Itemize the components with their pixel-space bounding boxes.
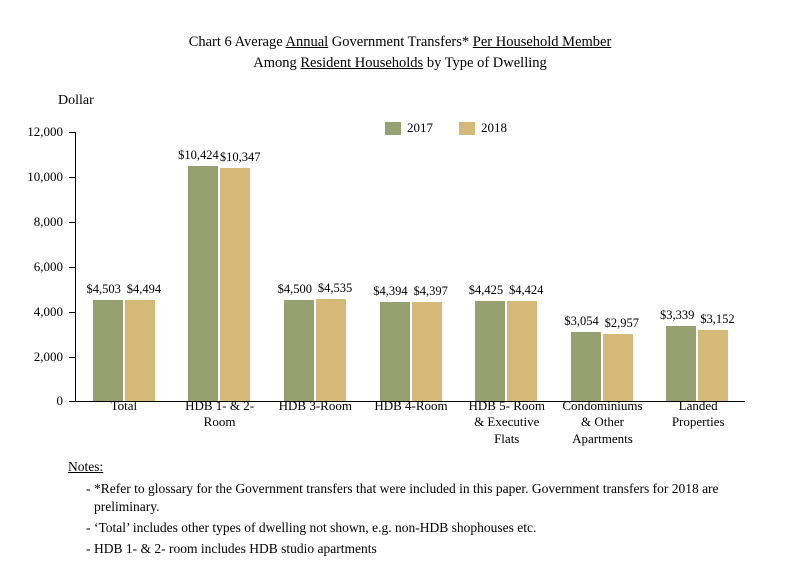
title-segment-1: Chart 6 Average xyxy=(188,34,286,50)
bar-2018-5 xyxy=(507,283,544,401)
note-item xyxy=(68,540,768,559)
bar-2018-4 xyxy=(412,284,448,401)
bar-group xyxy=(172,132,268,401)
bar-value-label: $4,500 xyxy=(277,281,312,296)
bar-value-label: $3,054 xyxy=(564,314,599,329)
bar-2018-1 xyxy=(125,281,162,401)
note-dash: - xyxy=(86,519,91,535)
title-segment-2: Government Transfers* xyxy=(328,34,473,50)
bar-value-label: $4,494 xyxy=(126,281,162,296)
x-category-label xyxy=(76,398,172,447)
note-text: ‘Total’ includes other types of dwelling not shown, e.g. non-HDB shophouses etc. xyxy=(94,519,537,535)
y-axis-unit-label: Dollar xyxy=(58,93,94,108)
bar-group xyxy=(554,132,650,401)
y-tick-label-8000: 8,000 xyxy=(33,214,63,229)
bar-group xyxy=(649,132,745,401)
chart-title-line-2 xyxy=(0,53,800,74)
chart-title-line-1 xyxy=(0,32,800,53)
bar-group xyxy=(458,132,554,401)
bar-value-label: $3,152 xyxy=(700,312,735,327)
title-underline-annual: Annual xyxy=(285,34,329,50)
y-tick-label-4000: 4,000 xyxy=(33,304,63,319)
y-tick-12000 xyxy=(69,132,75,133)
note-item xyxy=(68,519,768,538)
y-tick-2000 xyxy=(69,357,75,358)
bar-2018-3 xyxy=(316,280,353,401)
bar-value-label: $4,394 xyxy=(373,284,408,299)
x-category-line: HDB 4-Room xyxy=(374,398,448,413)
note-text: *Refer to glossary for the Government transfers that were included in this paper. Government transfers for 2018 are preliminary. xyxy=(94,480,719,515)
title-underline-per-household-member: Per Household Member xyxy=(472,34,612,50)
bar-2017-7 xyxy=(659,307,696,401)
bar-2017-1 xyxy=(86,281,123,401)
chart-title xyxy=(0,0,800,74)
bar-2017-3 xyxy=(277,281,314,401)
bar-2018-2 xyxy=(219,150,261,401)
y-tick-label-6000: 6,000 xyxy=(33,259,63,274)
legend-label-2017: 2017 xyxy=(407,120,433,135)
x-category-label xyxy=(267,398,363,447)
x-category-line: HDB 1- & 2- xyxy=(185,398,255,413)
bar-groups xyxy=(76,132,745,401)
y-tick-8000 xyxy=(69,222,75,223)
bar-value-label: $4,425 xyxy=(468,283,504,298)
bar-group xyxy=(76,132,172,401)
x-category-line: & Executive xyxy=(474,414,540,430)
bar-value-label: $10,424 xyxy=(178,148,219,163)
bar-value-label: $2,957 xyxy=(604,316,639,331)
bar-2017-6 xyxy=(564,314,601,401)
bar-2017-2 xyxy=(178,148,219,401)
notes-block xyxy=(68,458,768,560)
x-category-label xyxy=(459,398,555,447)
note-dash: - xyxy=(86,540,91,556)
x-category-line: Flats xyxy=(494,430,520,446)
y-tick-label-2000: 2,000 xyxy=(33,349,63,364)
note-text: HDB 1- & 2- room includes HDB studio apartments xyxy=(94,540,377,556)
x-category-line: Total xyxy=(110,398,138,413)
y-tick-label-12000: 12,000 xyxy=(27,124,63,139)
x-category-line: HDB 3-Room xyxy=(278,398,352,413)
bar-2018-7 xyxy=(698,312,735,401)
bar-value-label: $4,503 xyxy=(86,281,121,296)
bar-value-label: $4,424 xyxy=(509,283,544,298)
x-category-line: & Other xyxy=(580,414,624,430)
bar-2017-4 xyxy=(373,284,410,401)
y-tick-10000 xyxy=(69,177,75,178)
x-category-label xyxy=(363,398,459,447)
title-segment-3: Among xyxy=(253,55,301,72)
bar-2018-6 xyxy=(603,316,639,401)
bar-value-label: $10,347 xyxy=(219,150,261,165)
y-tick-label-10000: 10,000 xyxy=(27,169,63,184)
y-tick-4000 xyxy=(69,312,75,313)
bar-group xyxy=(267,132,363,401)
bar-value-label: $4,397 xyxy=(413,284,448,299)
bar-2017-5 xyxy=(468,283,505,401)
x-category-label xyxy=(555,398,651,447)
x-category-label xyxy=(172,398,268,447)
x-axis-category-labels xyxy=(76,398,746,447)
x-category-label xyxy=(650,398,746,447)
title-underline-resident-households: Resident Households xyxy=(300,55,424,72)
x-category-line: Landed xyxy=(678,398,718,413)
note-dash: - xyxy=(86,480,91,496)
title-segment-4: by Type of Dwelling xyxy=(423,55,547,72)
note-item xyxy=(68,480,768,517)
bar-value-label: $3,339 xyxy=(659,307,695,322)
y-tick-6000 xyxy=(69,267,75,268)
x-category-line: Condominiums xyxy=(562,398,643,413)
y-tick-0 xyxy=(69,401,75,402)
legend-label-2018: 2018 xyxy=(481,120,507,135)
notes-heading: Notes: xyxy=(68,459,104,474)
x-category-line: Apartments xyxy=(572,430,633,446)
x-category-line: Room xyxy=(203,414,236,430)
x-category-line: Properties xyxy=(671,414,725,430)
bar-group xyxy=(363,132,459,401)
y-tick-label-0: 0 xyxy=(56,393,63,408)
bar-value-label: $4,535 xyxy=(317,280,353,295)
x-category-line: HDB 5- Room xyxy=(468,398,546,413)
